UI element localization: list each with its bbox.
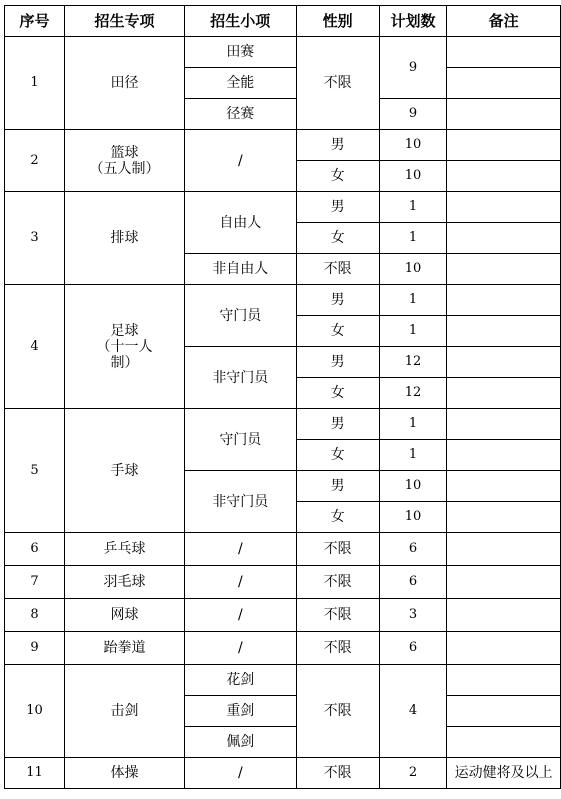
quota-cell: 12 bbox=[379, 378, 447, 409]
table-row bbox=[5, 533, 561, 566]
quota-cell: 9 bbox=[379, 37, 447, 99]
gender-cell: 不限 bbox=[296, 254, 379, 285]
table-row bbox=[5, 409, 561, 440]
quota-cell: 6 bbox=[379, 533, 447, 566]
index-cell: 6 bbox=[5, 533, 65, 566]
remarks-cell bbox=[447, 378, 561, 409]
event-cell: 守门员 bbox=[184, 409, 296, 471]
remarks-cell bbox=[447, 68, 561, 99]
sport-cell: 排球 bbox=[65, 192, 185, 285]
gender-cell: 女 bbox=[296, 502, 379, 533]
gender-cell: 女 bbox=[296, 161, 379, 192]
index-cell: 3 bbox=[5, 192, 65, 285]
quota-cell: 1 bbox=[379, 223, 447, 254]
event-cell: 非守门员 bbox=[184, 347, 296, 409]
sport-cell: 田径 bbox=[65, 37, 185, 130]
remarks-cell bbox=[447, 533, 561, 566]
table-row bbox=[5, 130, 561, 161]
table-row bbox=[5, 632, 561, 665]
index-cell: 2 bbox=[5, 130, 65, 192]
event-cell: 非守门员 bbox=[184, 471, 296, 533]
event-cell: 自由人 bbox=[184, 192, 296, 254]
remarks-cell bbox=[447, 347, 561, 378]
gender-cell: 不限 bbox=[296, 632, 379, 665]
index-cell: 4 bbox=[5, 285, 65, 409]
remarks-cell bbox=[447, 409, 561, 440]
remarks-cell bbox=[447, 440, 561, 471]
sport-cell: 跆拳道 bbox=[65, 632, 185, 665]
gender-cell: 不限 bbox=[296, 665, 379, 758]
quota-cell: 10 bbox=[379, 161, 447, 192]
gender-cell: 男 bbox=[296, 347, 379, 378]
remarks-cell bbox=[447, 99, 561, 130]
quota-cell: 10 bbox=[379, 502, 447, 533]
remarks-cell bbox=[447, 632, 561, 665]
event-cell: 全能 bbox=[184, 68, 296, 99]
remarks-cell: 运动健将及以上 bbox=[447, 758, 561, 789]
table-row bbox=[5, 37, 561, 68]
remarks-cell bbox=[447, 599, 561, 632]
event-cell: / bbox=[184, 632, 296, 665]
enrollment-plan-table bbox=[4, 5, 561, 789]
gender-cell: 不限 bbox=[296, 758, 379, 789]
gender-cell: 男 bbox=[296, 130, 379, 161]
gender-cell: 女 bbox=[296, 223, 379, 254]
table-row bbox=[5, 192, 561, 223]
gender-cell: 男 bbox=[296, 192, 379, 223]
index-cell: 10 bbox=[5, 665, 65, 758]
event-cell: / bbox=[184, 566, 296, 599]
remarks-cell bbox=[447, 316, 561, 347]
table-row bbox=[5, 758, 561, 789]
event-cell: / bbox=[184, 758, 296, 789]
quota-cell: 10 bbox=[379, 254, 447, 285]
gender-cell: 女 bbox=[296, 440, 379, 471]
remarks-cell bbox=[447, 727, 561, 758]
sport-cell: 手球 bbox=[65, 409, 185, 533]
remarks-cell bbox=[447, 696, 561, 727]
event-cell: 佩剑 bbox=[184, 727, 296, 758]
gender-cell: 男 bbox=[296, 471, 379, 502]
table-row bbox=[5, 285, 561, 316]
header-row bbox=[5, 6, 561, 37]
header-quota: 计划数 bbox=[379, 6, 447, 37]
index-cell: 9 bbox=[5, 632, 65, 665]
quota-cell: 1 bbox=[379, 285, 447, 316]
table-row bbox=[5, 599, 561, 632]
remarks-cell bbox=[447, 130, 561, 161]
remarks-cell bbox=[447, 37, 561, 68]
gender-cell: 不限 bbox=[296, 37, 379, 130]
index-cell: 8 bbox=[5, 599, 65, 632]
remarks-cell bbox=[447, 192, 561, 223]
event-cell: 非自由人 bbox=[184, 254, 296, 285]
remarks-cell bbox=[447, 566, 561, 599]
remarks-cell bbox=[447, 502, 561, 533]
event-cell: 重剑 bbox=[184, 696, 296, 727]
quota-cell: 3 bbox=[379, 599, 447, 632]
remarks-cell bbox=[447, 161, 561, 192]
event-cell: 径赛 bbox=[184, 99, 296, 130]
event-cell: / bbox=[184, 533, 296, 566]
quota-cell: 12 bbox=[379, 347, 447, 378]
index-cell: 7 bbox=[5, 566, 65, 599]
quota-cell: 1 bbox=[379, 409, 447, 440]
gender-cell: 不限 bbox=[296, 566, 379, 599]
quota-cell: 2 bbox=[379, 758, 447, 789]
header-event: 招生小项 bbox=[184, 6, 296, 37]
sport-cell: 羽毛球 bbox=[65, 566, 185, 599]
sport-cell: 足球 （十一人 制） bbox=[65, 285, 185, 409]
index-cell: 11 bbox=[5, 758, 65, 789]
quota-cell: 1 bbox=[379, 192, 447, 223]
gender-cell: 女 bbox=[296, 378, 379, 409]
header-remarks: 备注 bbox=[447, 6, 561, 37]
remarks-cell bbox=[447, 223, 561, 254]
event-cell: / bbox=[184, 130, 296, 192]
quota-cell: 6 bbox=[379, 632, 447, 665]
header-sport: 招生专项 bbox=[65, 6, 185, 37]
quota-cell: 10 bbox=[379, 471, 447, 502]
quota-cell: 10 bbox=[379, 130, 447, 161]
header-gender: 性别 bbox=[296, 6, 379, 37]
sport-cell: 击剑 bbox=[65, 665, 185, 758]
gender-cell: 不限 bbox=[296, 533, 379, 566]
quota-cell: 1 bbox=[379, 440, 447, 471]
quota-cell: 9 bbox=[379, 99, 447, 130]
remarks-cell bbox=[447, 471, 561, 502]
quota-cell: 6 bbox=[379, 566, 447, 599]
gender-cell: 女 bbox=[296, 316, 379, 347]
event-cell: 花剑 bbox=[184, 665, 296, 696]
remarks-cell bbox=[447, 665, 561, 696]
sport-cell: 篮球 （五人制） bbox=[65, 130, 185, 192]
table-row bbox=[5, 665, 561, 696]
event-cell: 守门员 bbox=[184, 285, 296, 347]
index-cell: 1 bbox=[5, 37, 65, 130]
sport-cell: 网球 bbox=[65, 599, 185, 632]
remarks-cell bbox=[447, 254, 561, 285]
table-row bbox=[5, 566, 561, 599]
index-cell: 5 bbox=[5, 409, 65, 533]
gender-cell: 男 bbox=[296, 285, 379, 316]
event-cell: 田赛 bbox=[184, 37, 296, 68]
quota-cell: 4 bbox=[379, 665, 447, 758]
header-index: 序号 bbox=[5, 6, 65, 37]
sport-cell: 乒乓球 bbox=[65, 533, 185, 566]
remarks-cell bbox=[447, 285, 561, 316]
quota-cell: 1 bbox=[379, 316, 447, 347]
gender-cell: 男 bbox=[296, 409, 379, 440]
event-cell: / bbox=[184, 599, 296, 632]
gender-cell: 不限 bbox=[296, 599, 379, 632]
sport-cell: 体操 bbox=[65, 758, 185, 789]
